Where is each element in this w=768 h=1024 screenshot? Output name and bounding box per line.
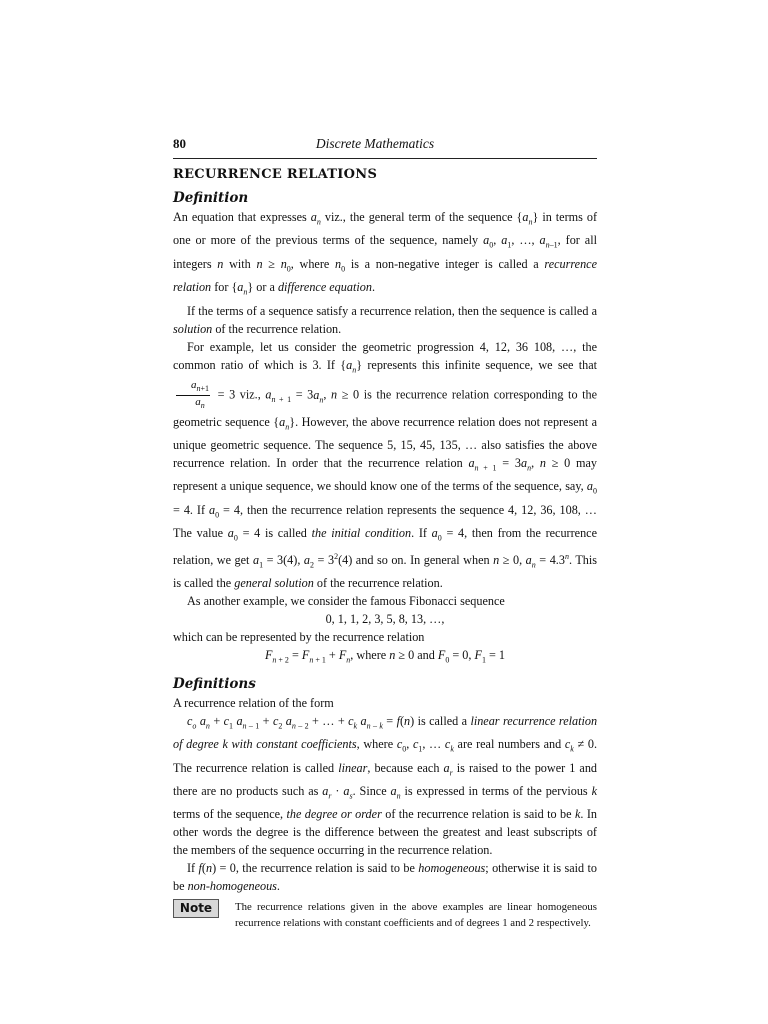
- ratio-fraction: $\frac{a_{n+1}}{a_n}$: [176, 379, 210, 412]
- fibonacci-sequence: 0, 1, 1, 2, 3, 5, 8, 13, …,: [325, 612, 445, 627]
- page-header: [173, 136, 597, 159]
- note-text: The recurrence relations given in the above examples are linear homogeneous recurrence relations with constant coefficients and of degrees 1 and 2 respectively.: [235, 901, 597, 930]
- page-number: 80: [173, 136, 186, 151]
- paragraph-solution: If the terms of a sequence satisfy a recurrence relation, then the sequence is called a solution of the recurrence relation.: [173, 303, 597, 336]
- note-block: [173, 899, 597, 931]
- paragraph-fibonacci: As another example, we consider the famous Fibonacci sequence: [187, 594, 505, 609]
- paragraph-definition: An equation that expresses $a_n$ viz., the general term of the sequence $\{a_n\}$ in terms of one or more of the previous terms of the sequence, namely $a_0$, $a_1$, …, $a_{n-1}$, for all integers n with $n \ge n_0$, where $n_0$ is a non-negative integer is called a recurrence relation for $\{a_n\}$ or a difference equation.: [173, 210, 597, 297]
- document-page: [173, 136, 597, 931]
- note-label: Note: [173, 899, 219, 918]
- fibonacci-formula: $F_{n + 2} = F_{n + 1} + F_n$, where n ≥ 0 and $F_0 = 0$, $F_1 = 1$: [264, 648, 506, 665]
- paragraph-fib-relation: which can be represented by the recurrence relation: [173, 630, 425, 645]
- paragraph-linear-definition: $c_o$ $a_n + c_1$ $a_{n - 1} + c_2$ $a_{n - 2}$ + … + $c_k$ $a_{n - k} = f(n)$ is called a linear recurrence relation of degree k with constant coefficients, where $c_0$, $c_1$, … $c_k$ are real numbers and $c_k \ne 0$. The recurrence relation is called linear, because each $a_r$ is raised to the power 1 and there are no products such as $a_r \cdot a_s$. Since $a_n$ is expressed in terms of the pervious k terms of the sequence, the degree or order of the recurrence relation is said to be k. In other words the degree is the difference between the greatest and least subscripts of the members of the sequence occurring in the recurrence relation.: [173, 713, 598, 858]
- paragraph-example-gp: For example, let us consider the geometric progression 4, 12, 36 108, …, the common ratio of which is 3. If $\{a_n\}$ represents this infinite sequence, we see that $\frac{a_{n+1}}{a_n}$ = 3 viz., $a_{n + 1} = 3a_n$, n ≥ 0 is the recurrence relation corresponding to the geometric sequence $\{a_n\}$. However, the above recurrence relation does not represent a unique geometric sequence. The sequence 5, 15, 45, 135, … also satisfies the above recurrence relation. In order that the recurrence relation $a_{n + 1} = 3a_n$, n ≥ 0 may represent a unique sequence, we should know one of the terms of the sequence, say, $a_0 = 4$. If $a_0 = 4$, then the recurrence relation represents the sequence 4, 12, 36, 108, … The value $a_0 = 4$ is called the initial condition. If $a_0 = 4$, then from the recurrence relation, we get $a_1 = 3(4)$, $a_2 = 3^2(4)$ and so on. In general when n ≥ 0, $a_n = 4.3^n$. This is called the general solution of the recurrence relation.: [173, 339, 598, 591]
- paragraph-linear-intro: A recurrence relation of the form: [173, 695, 334, 710]
- book-title: Discrete Mathematics: [315, 136, 435, 151]
- section-title: RECURRENCE RELATIONS: [173, 167, 378, 182]
- paragraph-homogeneous: If f(n) = 0, the recurrence relation is said to be homogeneous; otherwise it is said to be non-homogeneous.: [173, 861, 598, 894]
- definitions-heading: Definitions: [173, 675, 256, 692]
- definition-heading: Definition: [173, 190, 249, 206]
